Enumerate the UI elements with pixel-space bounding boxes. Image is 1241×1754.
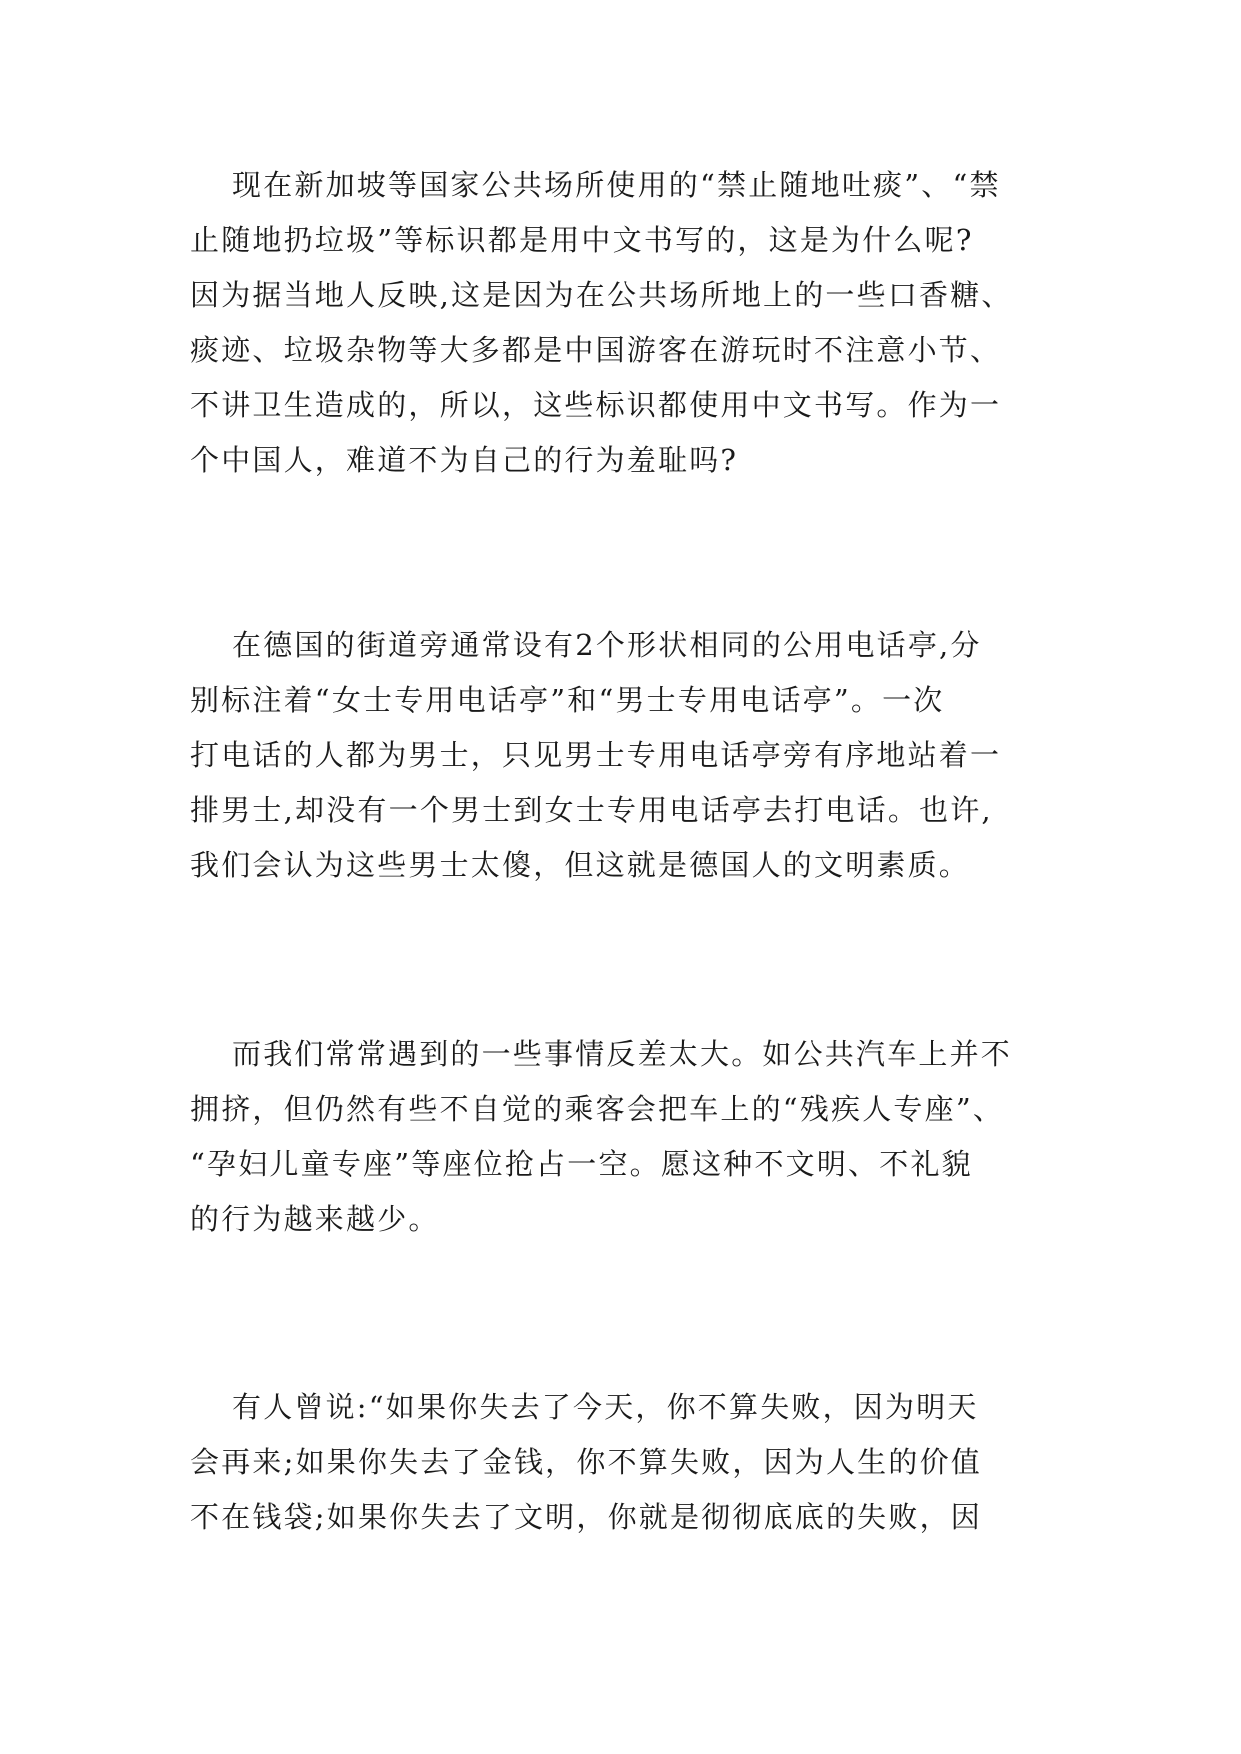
paragraph-1 [190, 158, 1090, 488]
paragraph-4 [190, 1380, 1090, 1545]
paragraph-line: 的行为越来越少。 [190, 1202, 440, 1236]
paragraph-3 [190, 1027, 1090, 1247]
paragraph-line: 止随地扔垃圾”等标识都是用中文书写的，这是为什么呢? [190, 223, 974, 257]
paragraph-line: 而我们常常遇到的一些事情反差太大。如公共汽车上并不 [232, 1037, 1013, 1071]
paragraph-line: 在德国的街道旁通常设有2个形状相同的公用电话亭,分 [232, 628, 982, 662]
paragraph-line: 排男士,却没有一个男士到女士专用电话亭去打电话。也许, [190, 793, 993, 827]
paragraph-line: 因为据当地人反映,这是因为在公共场所地上的一些口香糖、 [190, 278, 1013, 312]
paragraph-line: 个中国人，难道不为自己的行为羞耻吗? [190, 443, 739, 477]
paragraph-line: 痰迹、垃圾杂物等大多都是中国游客在游玩时不注意小节、 [190, 333, 1002, 367]
paragraph-line: 不在钱袋;如果你失去了文明，你就是彻彻底底的失败，因 [190, 1500, 982, 1534]
paragraph-line: 有人曾说:“如果你失去了今天，你不算失败，因为明天 [232, 1390, 979, 1424]
paragraph-line: 我们会认为这些男士太傻，但这就是德国人的文明素质。 [190, 848, 971, 882]
paragraph-line: 会再来;如果你失去了金钱，你不算失败，因为人生的价值 [190, 1445, 982, 1479]
paragraph-line: 别标注着“女士专用电话亭”和“男士专用电话亭”。一次 [190, 683, 945, 717]
paragraph-line: 拥挤，但仍然有些不自觉的乘客会把车上的“残疾人专座”、 [190, 1092, 1005, 1126]
paragraph-line: 现在新加坡等国家公共场所使用的“禁止随地吐痰”、“禁 [232, 168, 1001, 202]
paragraph-line: 不讲卫生造成的，所以，这些标识都使用中文书写。作为一 [190, 388, 1002, 422]
paragraph-2 [190, 618, 1090, 893]
paragraph-line: “孕妇儿童专座”等座位抢占一空。愿这种不文明、不礼貌 [190, 1147, 973, 1181]
paragraph-line: 打电话的人都为男士，只见男士专用电话亭旁有序地站着一 [190, 738, 1002, 772]
